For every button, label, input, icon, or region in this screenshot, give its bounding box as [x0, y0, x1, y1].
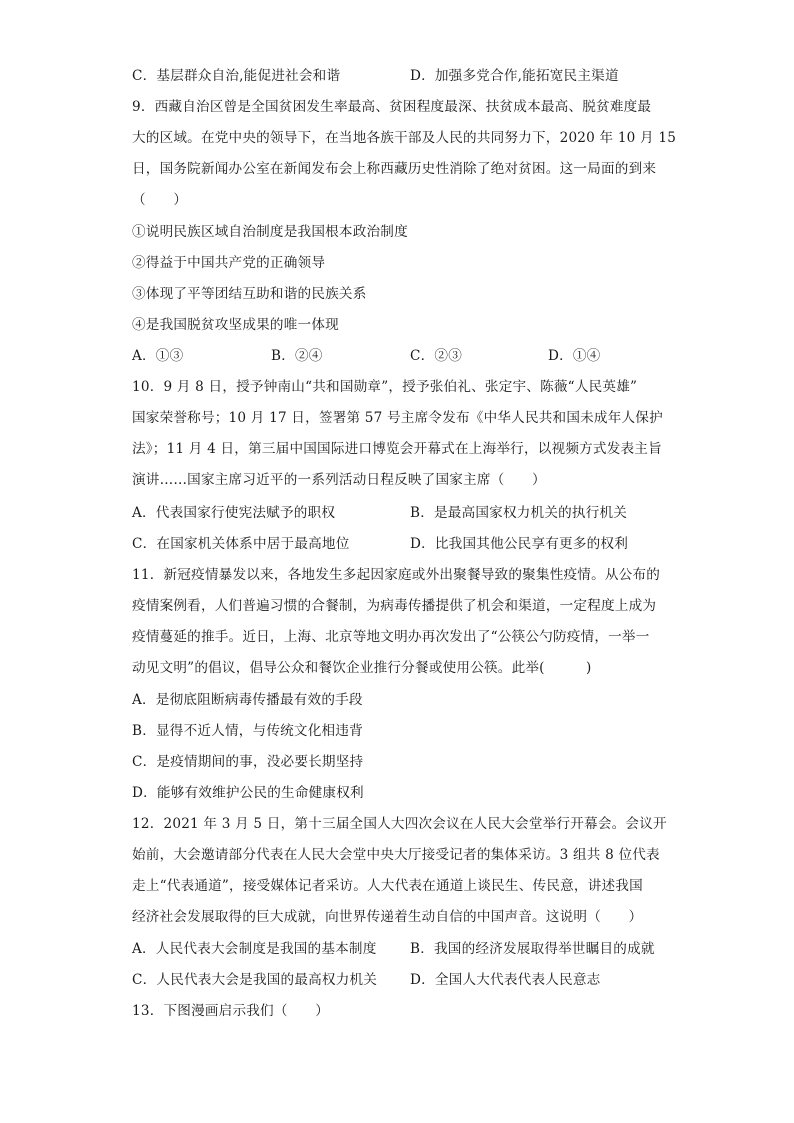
q11-stem-line-2: 疫情案例看，人们普遍习惯的合餐制，为病毒传播提供了机会和渠道，一定程度上成为	[132, 598, 657, 614]
q12-stem-line-1: 12．2021 年 3 月 5 日，第十三届全国人大四次会议在人民大会堂举行开幕会。会议开	[132, 816, 667, 832]
q11-option-a: A．是彻底阻断病毒传播最有效的手段	[132, 692, 363, 708]
q9-stem-line-2: 大的区域。在党中央的领导下，在当地各族干部及人民的共同努力下，2020 年 10 月 15	[132, 130, 677, 146]
q9-stem-line-1: 9．西藏自治区曾是全国贫困发生率最高、贫困程度最深、扶贫成本最高、脱贫难度最	[132, 99, 652, 115]
q10-stem-line-4: 演讲……国家主席习近平的一系列活动日程反映了国家主席（ ）	[132, 472, 546, 488]
q9-statement-1: ①说明民族区域自治制度是我国根本政治制度	[132, 224, 408, 240]
q11-stem-line-1: 11．新冠疫情暴发以来，各地发生多起因家庭或外出聚餐导致的聚集性疫情。从公布的	[132, 567, 661, 583]
q9-option-b: B．②④	[271, 348, 323, 364]
q11-option-d: D．能够有效维护公民的生命健康权利	[132, 785, 364, 801]
q9-option-d: D．①④	[548, 348, 601, 364]
q9-option-c: C．②③	[410, 348, 462, 364]
q10-stem-line-1: 10．9 月 8 日，授予钟南山“共和国勋章”，授予张伯礼、张定宇、陈薇“人民英雄”	[132, 379, 638, 395]
q10-option-b: B．是最高国家权力机关的执行机关	[410, 505, 628, 521]
q10-option-a: A．代表国家行使宪法赋予的职权	[132, 505, 336, 521]
q8-option-d: D．加强多党合作,能拓宽民主渠道	[410, 68, 619, 84]
q12-option-d: D．全国人大代表代表人民意志	[410, 972, 601, 988]
q10-stem-line-3: 法》；11 月 4 日，第三届中国国际进口博览会开幕式在上海举行，以视频方式发表主旨	[132, 441, 662, 457]
q11-option-b: B．显得不近人情，与传统文化相违背	[132, 723, 363, 739]
q12-stem-line-3: 走上“代表通道”，接受媒体记者采访。人大代表在通道上谈民生、传民意，讲述我国	[132, 878, 643, 894]
q12-option-c: C．人民代表大会是我国的最高权力机关	[132, 972, 378, 988]
q12-stem-line-4: 经济社会发展取得的巨大成就，向世界传递着生动自信的中国声音。这说明（ ）	[132, 909, 643, 925]
q9-statement-2: ②得益于中国共产党的正确领导	[132, 255, 326, 271]
q10-option-c: C．在国家机关体系中居于最高地位	[132, 536, 350, 552]
q9-answer-blank: （ ）	[132, 192, 188, 208]
q12-option-a: A．人民代表大会制度是我国的基本制度	[132, 941, 377, 957]
q10-stem-line-2: 国家荣誉称号；10 月 17 日，签署第 57 号主席令发布《中华人民共和国未成年人保护	[132, 410, 663, 426]
q13-stem: 13．下图漫画启示我们（ ）	[132, 1003, 330, 1019]
q12-stem-line-2: 始前，大会邀请部分代表在人民大会堂中央大厅接受记者的集体采访。3 组共 8 位代表	[132, 847, 660, 863]
q12-option-b: B．我国的经济发展取得举世瞩目的成就	[410, 941, 655, 957]
q11-stem-line-3: 疫情蔓延的推手。近日，上海、北京等地文明办再次发出了“公筷公勺防疫情，一举一	[132, 629, 650, 645]
q11-stem-line-4: 动见文明”的倡议，倡导公众和餐饮企业推行分餐或使用公筷。此举( )	[132, 660, 592, 676]
q9-statement-4: ④是我国脱贫攻坚成果的唯一体现	[132, 317, 339, 333]
q9-stem-line-3: 日，国务院新闻办公室在新闻发布会上称西藏历史性消除了绝对贫困。这一局面的到来	[132, 161, 657, 177]
q11-option-c: C．是疫情期间的事，没必要长期坚持	[132, 754, 364, 770]
q8-option-c: C．基层群众自治,能促进社会和谐	[132, 68, 341, 84]
q9-statement-3: ③体现了平等团结互助和谐的民族关系	[132, 286, 367, 302]
q10-option-d: D．比我国其他公民享有更多的权利	[410, 536, 629, 552]
q9-option-a: A．①③	[132, 348, 184, 364]
